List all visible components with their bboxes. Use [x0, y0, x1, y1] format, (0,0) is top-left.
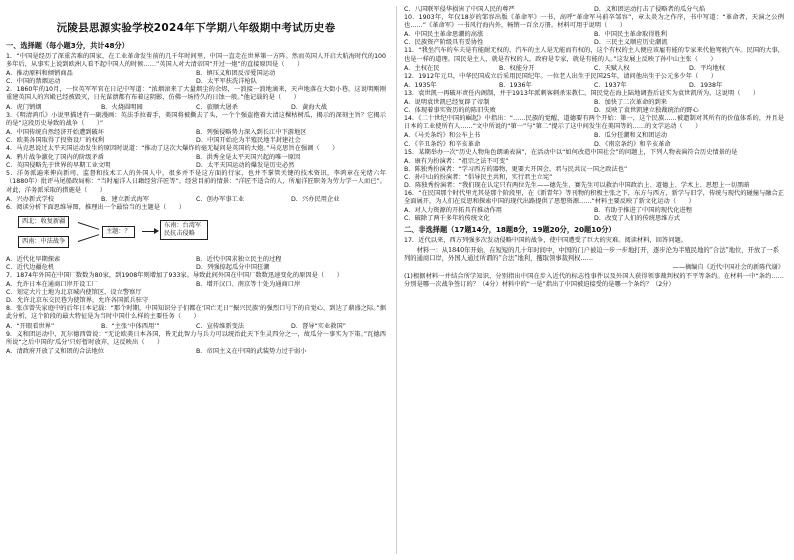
question-stem: 11．“我坐汽车的车夫是有能耐无权的，汽车的主人是无能而有权的，这个有权的主人便应该雇有能的专家来代他驾驶汽车。民国的大事，也是一样的道理。国民是主人，就是有权的人，政府是专家，就是有能的人。”这发展上反映了孙中山主张（ ）: [404, 47, 784, 63]
question-9: [6, 331, 386, 356]
option-d: D．中国开始沦为半殖民地半封建社会: [196, 136, 301, 144]
option-a: A．推动原料和倾销商品: [6, 70, 73, 78]
option-b: B．增开汉口、南京等十处为通商口岸: [196, 281, 301, 289]
question-17: [404, 237, 784, 288]
option-c: C．《辛丑条约》和辛亥革命: [404, 140, 481, 148]
option-c: C．民族资产阶级具有妥协性: [404, 39, 484, 47]
option-a: A．鸦片战争激化了国内的阶级矛盾: [6, 154, 105, 162]
option-a: A．允许日本在通商口岸开设工厂: [6, 281, 98, 289]
option-d: D．义和团运动打击了侵略者的瓜分气焰: [594, 6, 706, 13]
exam-title: 沅陵县思源实验学校2024年下学期八年级期中考试历史卷: [56, 22, 336, 34]
question-stem: 8．张彦曾失家庭中的后年日本记载：“那个时期，中国知识分子们都在‘国亡无日’‘振兴民族’的强烈口号下的自觉心，到达了鼎盛之际。”据此分析，这个阶段的最大特征是为当时中国什么样的主要任务（ ）: [6, 305, 386, 321]
question-stem: 10．1903年，年仅18岁的邹容出版《革命军》一书，高呼“革命军马前卒邹容”，章太炎为之作序，书中写道：“革命者，天演之公例也……”《革命军》一书风行海内外，畅销一百余万册。材料可用于说明（ ）: [404, 14, 784, 30]
question-3: [6, 112, 386, 145]
option-b: B．洪秀全是太平天国兴起的唯一原因: [196, 154, 301, 162]
option-b: B．帝国主义在中国的武装势力过于弱小: [196, 347, 307, 355]
option-c: C．划定大片土地为北京城内使馆区，设立警察厅: [6, 289, 142, 297]
question-stem: 2．1860年的10月，一位英军军官在日记中写道：“浓烟滚来了大量烟尘的余烬，一浪接一浪地滴来，天声地落在大街小巷，这说明刚刚重建英国人的宫殿已经被毁灭，日光谋溃都有布着这阴影，仿佛一场持久的日蚀一般。”他记载的是（ ）: [6, 86, 386, 102]
option-c: C．欧美各国取得了投资设厂的权利: [6, 136, 105, 144]
option-a: A．1935年: [404, 81, 437, 89]
question-10: [404, 14, 784, 47]
option-c: C．破除了两千多年的传统文化: [404, 215, 490, 223]
question-4: [6, 145, 386, 170]
option-c: C．英国侵略先于世界的早期工业文明: [6, 162, 111, 170]
material-one: 材料一：从1840年开始，在短短的几十年时间中，中国的门户被迫一步一步地打开，逐步沦为半殖民地的“合法”地位，开放了一系列的通商口岸，外国人通过所谓的“合法”地利，攫取领事裁判权……: [404, 246, 780, 262]
question-stem: 16．“在民国那个时代里尤其是那个阶段里，在《新青年》等刊物的积极主张之下，东方与西方，新学与旧学，传统与现代的碰撞与融合正全面展开，为人们在反思和探索中国的现代出路提供了思想资源……”材料主要反映了新文化运动（ ）: [404, 190, 784, 206]
option-d: D．《南京条约》和辛亥革命: [594, 140, 671, 148]
option-d: D．黄海大战: [291, 103, 328, 111]
option-a: A．清政府开放了义和团的合法地位: [6, 347, 105, 355]
question-stem: 12．1912年元旦，中华民国成立后采用民国纪年。一位老人出生于民国25年，请问他出生于公元多少年（ ）: [404, 72, 718, 80]
option-b: B．瓜分狂潮和义和团运动: [594, 132, 668, 140]
option-c: C．八国联军侵华损害了中国人民的尊严: [404, 6, 515, 13]
option-d: D．太平天国运动的爆发是历史必然: [196, 162, 295, 170]
option-a: A．说明袁世凯已经复辟了帝制: [404, 99, 490, 107]
mind-map-node-northwest: 西北：收复新疆: [18, 216, 69, 228]
question-11: [404, 47, 784, 72]
question-stem: 5．洋务派遍来伸向新司、监督和技术工人的外国人中，很多并不是这方面的行家，也并不掌管关键的技术资讯，李鸿章在光绪六年（1880年）批评马尾船政局称：“当时雇洋人日籍经营洋匠等”，经营目前的情景：“洋匠不适合的人，所雇洋匠职务为劳力学一人而已”。对此，洋务派采取的措施是（ ）: [6, 170, 386, 194]
sub-question: (1)根据材料一并结合所学知识，分别指出中国在步入近代的标志性事件以及外国人获得领事裁判权的不平等条约。在材料一中“条约……分别是哪一次战争签订的？（4分）材料中的“一是”指出了中国被迫接受的是哪一个条约？（2分）: [404, 272, 784, 288]
option-c: C．天赋人权: [594, 64, 630, 72]
question-15: [404, 149, 784, 190]
question-1: [6, 53, 386, 86]
option-d: D．允许北京东交民巷为使馆界，允许各国派兵驻守: [6, 297, 149, 305]
option-b: B．列强侵略势力深入到长江中下游地区: [196, 128, 307, 136]
question-8: [6, 305, 386, 330]
mind-map-node-southwest: 西南：中法战争: [18, 236, 69, 248]
question-stem: 1．“中国是经历了深重苦难的国家，在工业革命发生前的几千年时间里，中国一直走在世界第一方阵。然而英国人开启大航海时代的100多年后，从事实上说到欧洲人看不起中国人的时候……”英国人对大清帝国“开过一炮”的直接原因是（ ）: [6, 53, 386, 69]
option-b: B．火烧圆明园: [101, 103, 143, 111]
option-b: B．有助于推进了中国的现代化进程: [594, 207, 693, 215]
question-14: [404, 115, 784, 148]
column-divider: [396, 6, 397, 554]
option-c: C．体现着事实资历的的陈旧失败: [404, 107, 496, 115]
question-6: [6, 204, 386, 272]
option-a: A．主权在民: [404, 64, 440, 72]
option-d: D．太平军扶洗洋枪队: [196, 78, 258, 86]
option-b: B．镇压义和团反帝爱国运动: [196, 70, 276, 78]
option-a: A．对人力资源的开拓具有推动作用: [404, 207, 503, 215]
material-source: ——摘编自《近代中国社会的新陈代谢》: [672, 263, 784, 271]
option-c: C．1937年: [594, 81, 627, 89]
option-a: A．近代化早期探索: [6, 255, 61, 263]
question-stem: 14．《二十世纪中国的崛起》中指出：“……民族的觉醒，道德要有两个开始：第一，这个民族……被遗制对其所有的价值体系的，并且是日本的工业使所有人……”文中所说的“第一”与“第二”提示了这中间发生在美国等的……的文学运动（ ）: [404, 115, 784, 131]
question-7: [6, 272, 386, 305]
option-d: D．平均地权: [689, 64, 726, 72]
option-a: A．“开眼看世界”: [6, 322, 55, 330]
arrow-connector: [78, 234, 99, 242]
option-b: B．陈独秀扮演者：“学习西方的器物，更要大开国会，君与民共议一国之政法也”: [404, 165, 628, 173]
option-a: A．兴办新式学校: [6, 195, 55, 203]
option-d: D．三民主义顺应历史潮流: [594, 39, 668, 47]
option-c: C．创办军事工业: [196, 195, 245, 203]
option-b: B．近代中国求独立民主的过程: [196, 255, 282, 263]
option-d: D．督导“实业救国”: [291, 322, 347, 330]
section-one-heading: 一、选择题（每小题3分，共计48分）: [6, 41, 129, 50]
option-b: B．权能分开: [499, 64, 535, 72]
section-two-heading: 二、非选择题（17题14分，18题8分，19题20分，20题10分）: [404, 225, 616, 235]
option-c: C．近代边疆危机: [6, 263, 55, 271]
option-b: B．加快了二次革命的到来: [594, 99, 668, 107]
mind-map-node-southeast: 东南：台湾军民抗击侵略: [160, 220, 208, 240]
mind-map-node-theme: 主题：？: [102, 226, 135, 238]
option-b: B．中国民主革命取得胜利: [594, 31, 668, 39]
question-16: [404, 190, 784, 223]
question-stem: 17．近代以来，西方列强多次发动侵略中国的战争，使中国遭受了巨大的灾难。阅读材料，回答问题。: [404, 237, 687, 245]
option-c: C．孙中山的扮演者：“倡导民主共和，实行君主立宪”: [404, 173, 553, 181]
question-5: [6, 170, 386, 203]
question-stem: 9．义和团运动中，瓦尔德西曾说：“无论欧美日本各国，皆无此智力与兵力可以统治此天下生灵四分之一，故瓜分一事实为下策。”瓦德西所说“之后中国的‘瓜分’只好暂时放弃，这反映出（ ）: [6, 330, 386, 346]
arrowhead: [154, 228, 159, 234]
arrow-connector: [78, 222, 99, 230]
option-d: D．兴办民用企业: [291, 195, 340, 203]
question-stem: 4．马克思说过太平天国运动发生的原因时说道：“推动了这次大爆炸的毫无疑问是英国的大炮。”马克思旨在强调（ ）: [6, 145, 339, 153]
option-d: D．1938年: [689, 81, 723, 89]
right-column: [404, 6, 784, 290]
option-c: C．旅顺大屠杀: [196, 103, 238, 111]
option-d: D．陈独秀扮演者：“我们现在认定只有两位先生——德先生、赛先生可以救治中国政治上、道德上、学术上、思想上一切黑暗: [404, 181, 750, 189]
option-b: B．1936年: [499, 81, 532, 89]
option-c: C．中国的禁烟运动: [6, 78, 61, 86]
left-column: [6, 6, 386, 356]
option-a: A．康有为扮演者：“祖宗之法不可变”: [404, 157, 509, 165]
question-stem: 6．阅读分析下面思维导图，推理出一个最恰当的主题是（ ）: [6, 203, 185, 211]
option-b: B．建立新式海军: [101, 195, 150, 203]
question-stem: 7．1874年外国在中国厂数数为80家，到1908年则增加了933家。导致此间外国在中国厂数数迅速变化的原因是（ ）: [6, 271, 343, 279]
question-stem: 13．袁世凯一再破坏责任内阁制，并于1913年派刺客刺杀宋教仁。国民党在海上陆地调查后证实为袁世凯所为，这说明（ ）: [404, 89, 760, 97]
option-a: A．中国民主革命思潮的高涨: [404, 31, 484, 39]
option-a: A．中国传统自然经济开始遭到破坏: [6, 128, 105, 136]
option-c: C．宣传维新变法: [196, 322, 245, 330]
option-b: B．“主张‘中体西用’”: [101, 322, 160, 330]
question-stem: 15．某期举办一次“历史人物角色朗诵表演”，在活动中以“如何改造中国社会”的问题上，下列人物表演符合历史情景的是: [404, 148, 738, 156]
question-2: [6, 86, 386, 111]
question-stem: 3．《明清鸿爪》小说里描述有一副漫画：英法手拉着手，美国将被撕去了头，一个个强盗抱着大清这棵枯树瓜，揭示的深刻主旨？它揭示的是“这段历史导致的战争（ ）”: [6, 111, 386, 127]
option-d: D．列强掠起瓜分中国狂潮: [196, 263, 270, 271]
option-d: D．反映了袁世凯建立独裁统治的野心: [594, 107, 699, 115]
option-a: A．《马关条约》和公车上书: [404, 132, 481, 140]
option-a: A．虎门销烟: [6, 103, 42, 111]
option-d: D．改变了人们的传统思维方式: [594, 215, 681, 223]
mind-map-diagram: [18, 214, 386, 254]
question-13: [404, 90, 784, 115]
question-12: [404, 73, 784, 90]
